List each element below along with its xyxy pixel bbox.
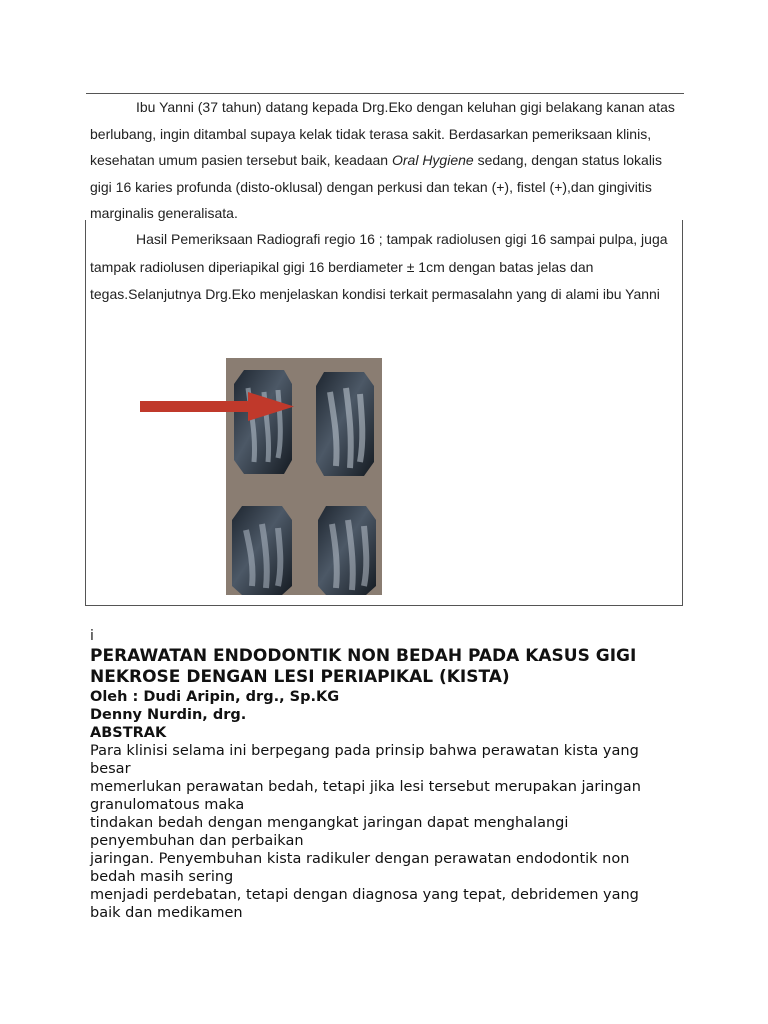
paper-title xyxy=(90,646,690,688)
case-paragraph-1 xyxy=(90,94,682,227)
abstract-line: baik dan medikamen xyxy=(90,905,243,921)
abstract-line: besar xyxy=(90,761,131,777)
oral-hygiene-term: Oral Hygiene xyxy=(391,152,474,168)
abstract-line: granulomatous maka xyxy=(90,797,245,813)
case-rest-text: sedang, dengan status lokalis gigi 16 karies profunda (disto-oklusal) dengan perkusi dan tekan (+), fistel (+),dan gingivitis marginalis generalisata. xyxy=(90,152,663,221)
arrow-pointer-icon xyxy=(138,390,298,424)
abstract-line: menjadi perdebatan, tetapi dengan diagnosa yang tepat, debridemen yang xyxy=(90,887,639,903)
author-line-2: Denny Nurdin, drg. xyxy=(90,707,247,723)
section-marker: i xyxy=(90,628,94,644)
abstract-line: memerlukan perawatan bedah, tetapi jika lesi tersebut merupakan jaringan xyxy=(90,779,641,795)
author-line-1: Oleh : Dudi Aripin, drg., Sp.KG xyxy=(90,689,340,705)
case-paragraph-2 xyxy=(90,226,682,309)
abstract-heading: ABSTRAK xyxy=(90,725,167,741)
paper-title-line-1: PERAWATAN ENDODONTIK NON BEDAH PADA KASUS GIGI xyxy=(90,646,637,666)
paper-title-line-2: NEKROSE DENGAN LESI PERIAPIKAL (KISTA) xyxy=(90,667,510,687)
abstract-line: jaringan. Penyembuhan kista radikuler dengan perawatan endodontik non xyxy=(90,851,630,867)
case-intro-text: Ibu Yanni (37 tahun) datang kepada Drg.Eko dengan keluhan gigi belakang kanan atas berlubang, ingin ditambal supaya kelak tidak terasa sakit. Berdasarkan pemeriksaan klinis, kesehatan umum pasien tersebut baik, keadaan xyxy=(90,99,675,168)
abstract-body xyxy=(90,742,690,922)
radiograph-findings-text: Hasil Pemeriksaan Radiografi regio 16 ; tampak radiolusen gigi 16 sampai pulpa, juga tampak radiolusen diperiapikal gigi 16 berdiameter ± 1cm dengan batas jelas dan tegas.Selanjutnya Drg.Eko menjelaskan kondisi terkait permasalahn yang di alami ibu Yanni xyxy=(90,231,668,302)
abstract-line: tindakan bedah dengan mengangkat jaringan dapat menghalangi xyxy=(90,815,569,831)
abstract-line: penyembuhan dan perbaikan xyxy=(90,833,304,849)
abstract-line: Para klinisi selama ini berpegang pada prinsip bahwa perawatan kista yang xyxy=(90,743,639,759)
abstract-line: bedah masih sering xyxy=(90,869,234,885)
